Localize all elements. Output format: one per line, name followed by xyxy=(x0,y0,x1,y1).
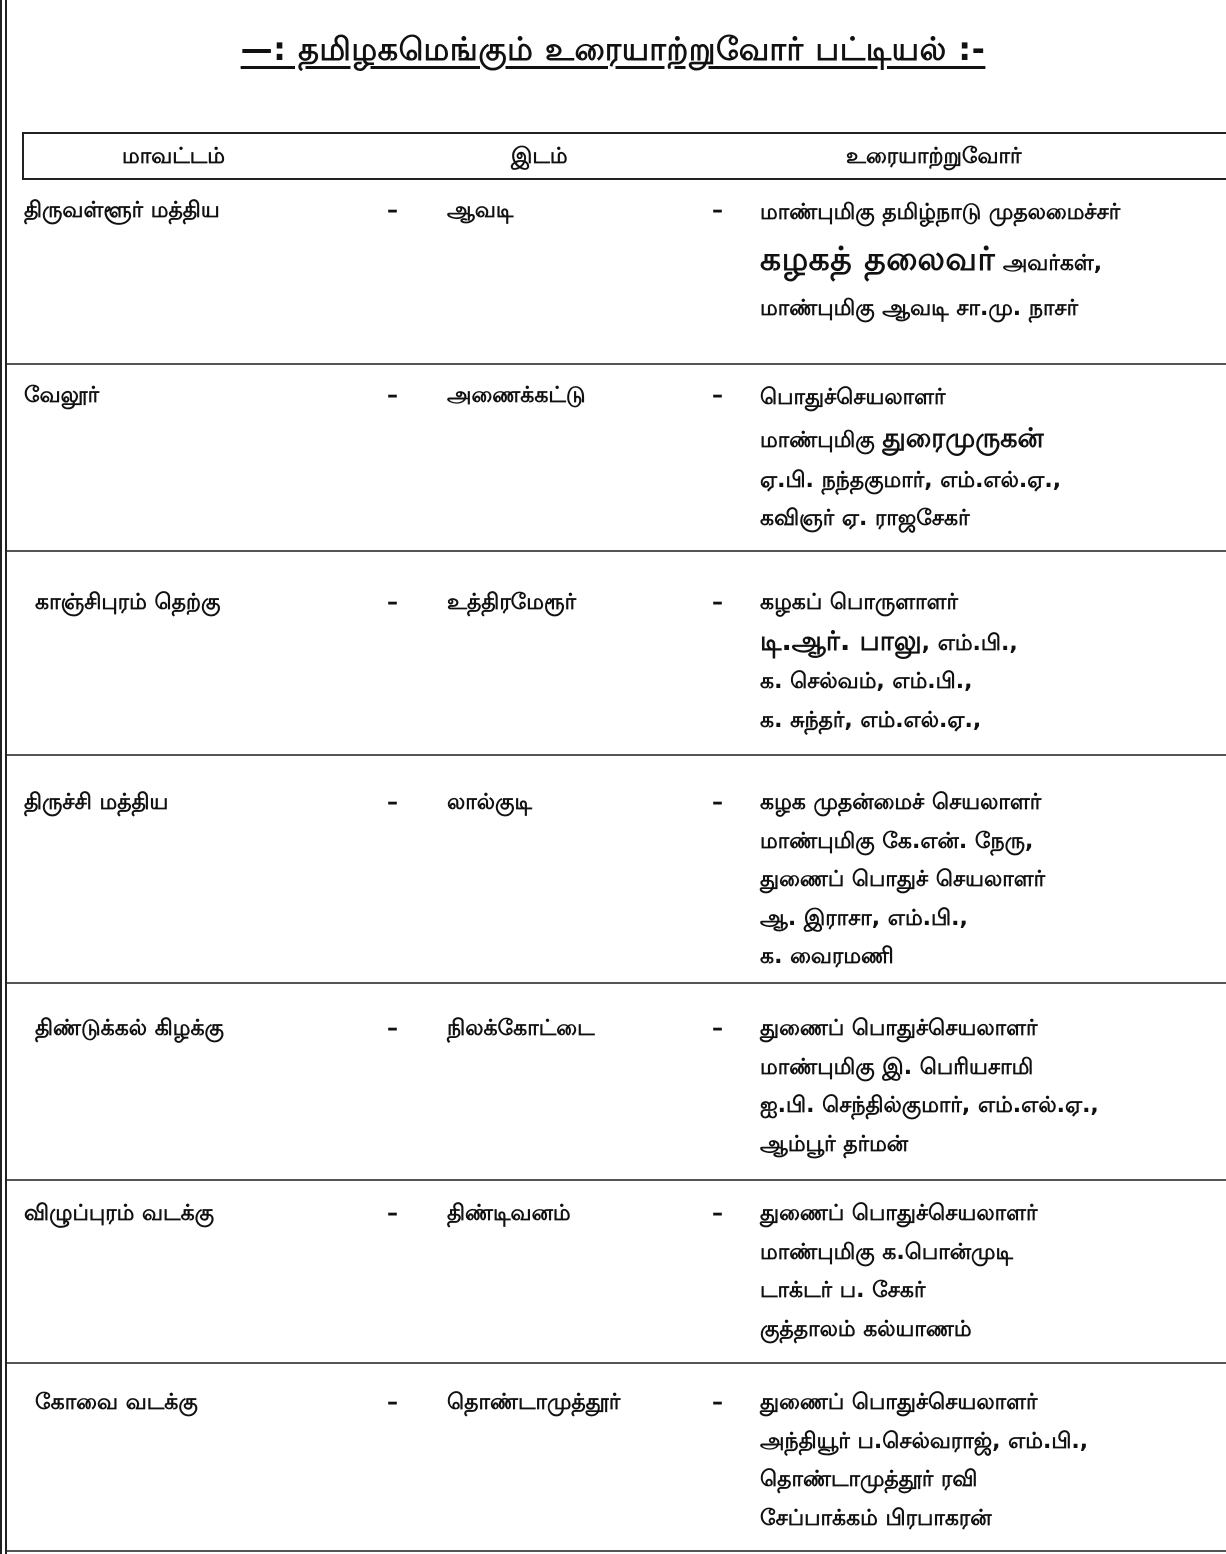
speaker-line: மாண்புமிகு கே.என். நேரு, xyxy=(760,828,1034,854)
speaker-line: துணைப் பொதுச்செயலாளர் xyxy=(760,1016,1038,1041)
speaker-line: டி.ஆர். பாலு, எம்.பி., xyxy=(760,625,1018,657)
speaker-line: க. செல்வம், எம்.பி., xyxy=(760,669,973,694)
speaker-name-highlight: டி.ஆர். பாலு xyxy=(760,625,922,657)
speaker-line: பொதுச்செயலாளர் xyxy=(760,385,946,410)
speaker-line: கழகப் பொருளாளர் xyxy=(760,590,958,615)
table-row xyxy=(7,180,1226,365)
speakers-cell xyxy=(760,1195,1037,1349)
speakers-cell xyxy=(760,1384,1088,1538)
district-cell: திருச்சி மத்திய xyxy=(24,790,169,815)
speaker-line: ஐ.பி. செந்தில்குமார், எம்.எல்.ஏ., xyxy=(760,1093,1099,1118)
speaker-line: கழகத் தலைவர் அவர்கள், xyxy=(760,238,1103,278)
district-cell: திருவள்ளூர் மத்திய xyxy=(24,198,220,223)
table-row xyxy=(7,984,1226,1181)
table-header xyxy=(22,132,1226,180)
table-row xyxy=(7,552,1226,756)
speaker-line: கழக முதன்மைச் செயலாளர் xyxy=(760,790,1042,815)
speaker-line: ஏ.பி. நந்தகுமார், எம்.எல்.ஏ., xyxy=(760,467,1062,493)
speaker-line: மாண்புமிகு க.பொன்முடி xyxy=(760,1239,1013,1265)
speaker-name-highlight: கழகத் தலைவர் xyxy=(760,238,996,278)
district-cell: காஞ்சிபுரம் தெற்கு xyxy=(35,590,221,615)
header-speakers: உரையாற்றுவோர் xyxy=(846,144,1022,169)
speaker-line: ஆம்பூர் தர்மன் xyxy=(760,1131,909,1157)
table-row xyxy=(7,365,1226,552)
place-cell: நிலக்கோட்டை xyxy=(447,1016,595,1041)
speaker-line: கவிஞர் ஏ. ராஜசேகர் xyxy=(760,506,970,531)
speakers-cell xyxy=(760,194,1120,328)
speaker-line: மாண்புமிகு தமிழ்நாடு முதலமைச்சர் xyxy=(760,200,1121,225)
table-row xyxy=(7,1181,1226,1364)
speaker-line: க. சுந்தர், எம்.எல்.ஏ., xyxy=(760,707,982,733)
dash-separator: – xyxy=(387,1201,398,1226)
header-place: இடம் xyxy=(511,144,568,169)
place-cell: தொண்டாமுத்தூர் xyxy=(447,1390,621,1415)
speakers-cell xyxy=(760,379,1061,539)
speaker-line: மாண்புமிகு ஆவடி சா.மு. நாசர் xyxy=(760,295,1079,321)
speaker-line: குத்தாலம் கல்யாணம் xyxy=(760,1316,972,1342)
speaker-line: டாக்டர் ப. சேகர் xyxy=(760,1278,926,1303)
speaker-line: ஆ. இராசா, எம்.பி., xyxy=(760,905,968,931)
dash-separator: – xyxy=(387,790,398,815)
page-border xyxy=(0,0,7,1554)
dash-separator: – xyxy=(712,1390,723,1415)
place-cell: ஆவடி xyxy=(447,198,514,223)
speakers-cell xyxy=(760,1010,1099,1164)
table-row xyxy=(7,756,1226,984)
dash-separator: – xyxy=(387,383,398,408)
dash-separator: – xyxy=(387,1016,398,1041)
speaker-line: மாண்புமிகு இ. பெரியசாமி xyxy=(760,1054,1034,1080)
dash-separator: – xyxy=(712,1016,723,1041)
place-cell: அணைக்கட்டு xyxy=(447,383,586,408)
page-title: —: தமிழகமெங்கும் உரையாற்றுவோர் பட்டியல் :- xyxy=(240,30,986,68)
speaker-name-highlight: துரைமுருகன் xyxy=(882,422,1044,454)
speaker-line: தொண்டாமுத்தூர் ரவி xyxy=(760,1467,978,1492)
district-cell: வேலூர் xyxy=(24,383,100,408)
header-district: மாவட்டம் xyxy=(122,144,225,169)
district-cell: விழுப்புரம் வடக்கு xyxy=(24,1201,215,1226)
dash-separator: – xyxy=(712,590,723,615)
speaker-line: க. வைரமணி xyxy=(760,944,894,969)
dash-separator: – xyxy=(387,198,398,223)
speaker-line: துணைப் பொதுச் செயலாளர் xyxy=(760,867,1046,892)
speaker-line: சேப்பாக்கம் பிரபாகரன் xyxy=(760,1505,992,1531)
place-cell: உத்திரமேரூர் xyxy=(447,590,577,615)
dash-separator: – xyxy=(387,590,398,615)
dash-separator: – xyxy=(387,1390,398,1415)
district-cell: திண்டுக்கல் கிழக்கு xyxy=(35,1016,224,1041)
place-cell: திண்டிவனம் xyxy=(447,1201,571,1226)
dash-separator: – xyxy=(712,198,723,223)
place-cell: லால்குடி xyxy=(447,790,532,815)
speaker-line: துணைப் பொதுச்செயலாளர் xyxy=(760,1390,1038,1415)
speaker-line: அந்தியூர் ப.செல்வராஜ், எம்.பி., xyxy=(760,1428,1089,1454)
speaker-line: மாண்புமிகு துரைமுருகன் xyxy=(760,422,1044,454)
dash-separator: – xyxy=(712,1201,723,1226)
speaker-line: துணைப் பொதுச்செயலாளர் xyxy=(760,1201,1038,1226)
dash-separator: – xyxy=(712,790,723,815)
speakers-cell xyxy=(760,584,1018,740)
district-cell: கோவை வடக்கு xyxy=(35,1390,198,1415)
dash-separator: – xyxy=(712,383,723,408)
table-row xyxy=(7,1364,1226,1552)
speakers-cell xyxy=(760,784,1045,977)
